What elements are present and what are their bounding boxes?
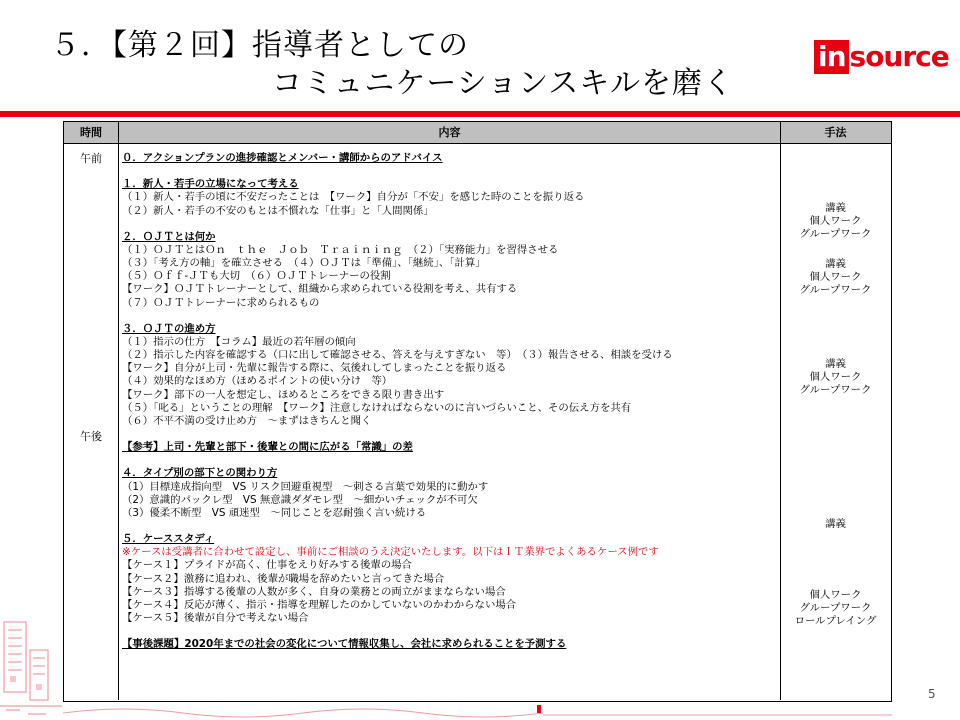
method-item: 個人ワーク: [809, 215, 862, 228]
content-list: [122, 152, 778, 651]
method-item: 講義: [825, 258, 846, 270]
method-group-5: [781, 589, 890, 628]
method-group-1: [781, 202, 890, 241]
method-item: グループワーク: [799, 384, 872, 397]
content-line: 【ケース５】後輩が自分で考えない場合: [122, 611, 309, 624]
method-item: グループワーク: [799, 602, 872, 615]
content-line: （５）「叱る」ということの理解 【ワーク】注意しなければならないのに言いづらいこと、その伝え方を共有: [122, 401, 632, 414]
content-line: （５）Ｏｆｆ-ＪＴも大切 （６）ＯＪＴトレーナーの役割: [122, 270, 391, 283]
method-group-4: [781, 518, 890, 531]
content-line: （3）優柔不断型 VS 頑迷型 ～同じことを忍耐強く言い続ける: [122, 506, 427, 519]
content-heading: ３．ＯＪＴの進め方: [122, 322, 216, 335]
content-heading: ４．タイプ別の部下との関わり方: [122, 467, 278, 480]
content-heading: ０．アクションプランの進捗確認とメンバー・講師からのアドバイス: [122, 152, 443, 164]
method-item: 講義: [825, 358, 846, 370]
content-heading: １．新人・若手の立場になって考える: [122, 178, 299, 191]
method-column: [781, 144, 890, 700]
content-line: 【ワーク】自分が上司・先輩に報告する際に、気後れしてしまったことを振り返る: [122, 362, 507, 375]
method-group-3: [781, 358, 890, 397]
content-heading: ２．ＯＪＴとは何か: [122, 230, 216, 243]
content-line: 【ケース３】指導する後輩の人数が多く、自身の業務との両立がままならない場合: [122, 585, 506, 598]
title-divider-bar: [0, 111, 960, 117]
time-afternoon: 午後: [80, 430, 102, 443]
method-item: ロールプレイング: [794, 615, 877, 628]
content-spacer: [122, 310, 778, 323]
content-spacer: [122, 520, 778, 533]
title-line-1: ５．【第２回】指導者としての: [50, 28, 469, 63]
content-spacer: [122, 428, 778, 441]
method-item: 講義: [825, 518, 846, 530]
header-time: 時間: [64, 122, 119, 143]
content-heading: 【事後課題】2020年までの社会の変化について情報収集し、会社に求められることを予測する: [122, 638, 567, 651]
content-line: 【ワーク】部下の一人を想定し、ほめるところをできる限り書き出す: [122, 388, 445, 401]
method-item: 個人ワーク: [809, 271, 862, 284]
content-line: 【ケース２】激務に追われ、後輩が職場を辞めたいと言ってきた場合: [122, 572, 445, 585]
method-item: グループワーク: [799, 284, 872, 297]
content-heading: 【参考】上司・先輩と部下・後輩との間に広がる「常識」の差: [122, 441, 413, 454]
content-heading: ５．ケーススタディ: [122, 533, 215, 546]
content-line: （１）指示の仕方 【コラム】最近の若年層の傾向: [122, 335, 356, 348]
content-line: 【ワーク】ＯＪＴトレーナーとして、組織から求められている役割を考え、共有する: [122, 283, 518, 296]
content-line: （１）ＯＪＴとはＯｎ ｔｈｅ Ｊｏｂ Ｔｒａｉｎｉｎｇ （２）「実務能力」を習得させる: [122, 243, 559, 256]
insource-logo: [814, 40, 949, 74]
table-header-row: [64, 122, 891, 144]
content-line: 【ケース１】プライドが高く、仕事をえり好みする後輩の場合: [122, 559, 412, 572]
content-line: （1）目標達成指向型 VS リスク回避重視型 ～刺さる言葉で効果的に動かす: [122, 480, 489, 493]
method-group-2: [781, 258, 890, 297]
content-line: （２）指示した内容を確認する（口に出して確認させる、答えを与えすぎない 等） （３）報告させる、相談を受ける: [122, 349, 673, 362]
content-line: （４）効果的なほめ方（ほめるポイントの使い分け 等）: [122, 375, 393, 388]
header-method: 手法: [824, 126, 847, 139]
logo-in-mark: in: [814, 40, 849, 74]
content-line: （３）「考え方の軸」を確立させる （４）ＯＪＴは「準備」、「継続」、「計算」: [122, 257, 486, 270]
method-item: 個人ワーク: [809, 589, 862, 601]
content-spacer: [122, 454, 778, 467]
method-item: 講義: [825, 202, 846, 214]
content-line: 【ケース４】反応が薄く、指示・指導を理解したのかしていないのかわからない場合: [122, 598, 517, 611]
method-item: グループワーク: [799, 228, 872, 241]
header-content: 内容: [119, 122, 781, 143]
slide-title: [0, 0, 800, 110]
time-column: [64, 144, 119, 700]
content-spacer: [122, 625, 778, 638]
time-morning: 午前: [80, 152, 102, 165]
bottom-decoration: [63, 703, 892, 720]
content-line: （2）意識的パックレ型 VS 無意識ダダモレ型 ～細かいチェックが不可欠: [122, 493, 478, 506]
content-spacer: [122, 165, 778, 178]
page-number: 5: [928, 687, 936, 701]
content-spacer: [122, 218, 778, 231]
content-note: ※ケースは受講者に合わせて設定し、事前にご相談のうえ決定いたします。以下はＩＴ業界でよくあるケース例です: [122, 546, 659, 559]
city-illustration: [0, 610, 62, 720]
logo-wordmark: source: [849, 40, 949, 73]
content-column: [119, 144, 781, 700]
curriculum-table: [63, 121, 892, 702]
content-line: （１）新人・若手の頃に不安だったことは 【ワーク】自分が「不安」を感じた時のことを振り返る: [122, 191, 585, 204]
content-line: （７）ＯＪＴトレーナーに求められるもの: [122, 296, 320, 309]
content-line: （６）不平不満の受け止め方 ～まずはきちんと聞く: [122, 414, 372, 427]
table-body-row: [64, 144, 891, 700]
method-item: 個人ワーク: [809, 371, 862, 384]
title-line-2: コミュニケーションスキルを磨く: [272, 66, 734, 101]
content-line: （２）新人・若手の不安のもとは不慣れな「仕事」と「人間関係」: [122, 204, 434, 217]
